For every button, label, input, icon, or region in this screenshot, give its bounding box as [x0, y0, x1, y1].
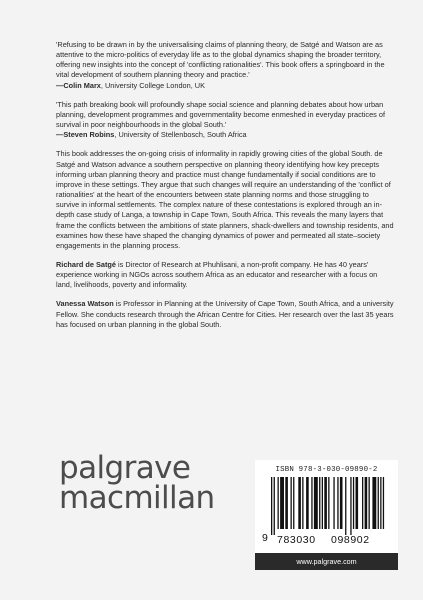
publisher-logo-line2: macmillan	[59, 480, 215, 516]
author-bio-richard	[56, 260, 394, 290]
barcode-digits-group1: 783030	[277, 534, 316, 546]
barcode-bar	[311, 477, 312, 529]
endorsement-affiliation: , University College London, UK	[100, 80, 205, 90]
isbn-label: ISBN 978-3-030-09890-2	[275, 466, 378, 474]
barcode-bar	[350, 477, 351, 535]
barcode-bar	[383, 477, 384, 529]
barcode-bar	[345, 477, 346, 535]
endorsement-quote: 'Refusing to be drawn in by the universalising claims of planning theory, de Satgé and Watson are as attentive to the micro-politics of everyday life as to the global dynamics shaping the broader territory, offering new insights into the concept of 'conflicting rationalities'. This book offers a springboard in the vital development of southern planning theory and practice.'	[56, 40, 385, 80]
author-bio-text: is Director of Research at Phuhlisani, a non-profit company. He has 40 years' experience working in NGOs across southern Africa as an educator and researcher with a focus on land, livelihoods, poverty and informality.	[56, 259, 378, 290]
barcode-bar	[291, 477, 292, 529]
barcode-bar	[324, 477, 327, 529]
barcode-bar	[369, 477, 370, 529]
barcode-digits-group2: 098902	[331, 534, 370, 546]
isbn-barcode	[255, 460, 398, 553]
barcode-bar	[319, 477, 320, 529]
barcode-bar	[353, 477, 354, 529]
barcode-bar	[302, 477, 303, 529]
barcode-bar	[314, 477, 318, 529]
barcode-bar	[372, 477, 376, 529]
author-name: Richard de Satgé	[56, 259, 116, 269]
barcode-bar	[306, 477, 309, 529]
barcode-bar	[337, 477, 338, 529]
author-name: Vanessa Watson	[56, 299, 114, 309]
author-bio-vanessa	[56, 299, 394, 329]
barcode-bar	[274, 477, 275, 535]
publisher-website[interactable]: www.palgrave.com	[255, 553, 398, 570]
barcode-bar	[340, 477, 343, 529]
endorsement-author: —Steven Robins	[56, 130, 115, 140]
barcode-bar	[280, 477, 284, 529]
barcode-bar	[362, 477, 363, 529]
endorsement-author: —Colin Marx	[56, 80, 101, 90]
barcode-bar	[298, 477, 301, 529]
author-bio-text: is Professor in Planning at the University of Cape Town, South Africa, and a university Fellow. She conducts research through the African Centre for Cities. Her research over the last 35 years has focused on urban planning in the global South.	[56, 299, 394, 329]
publisher-logo	[59, 450, 215, 516]
barcode-bar	[293, 477, 294, 529]
endorsement-colin-marx	[56, 40, 394, 91]
endorsement-steven-robins	[56, 100, 394, 141]
barcode-bar	[378, 477, 379, 529]
barcode-bar	[278, 477, 279, 529]
barcode-bars	[267, 477, 387, 535]
barcode-bar	[356, 477, 359, 529]
barcode-digit-first: 9	[262, 532, 269, 544]
publisher-logo-line1: palgrave	[59, 450, 191, 486]
barcode-bar	[333, 477, 334, 529]
barcode-bar	[271, 477, 272, 535]
back-cover-text	[56, 40, 394, 330]
book-description: This book addresses the on-going crisis of informality in rapidly growing cities of the global South. de Satgé and Watson advance a southern perspective on planning theory identifying how key precepts informing urban planning theory and practice must change fundamentally if social conditions are to improve in these settings. They argue that such changes will require an understanding of the 'conflict of rationalities' at the heart of the encounters between state planning norms and those struggling to survive in informal settlements. The complex nature of these contestations is explored through an in-depth case study of Langa, a township in Cape Town, South Africa. This reveals the many layers that frame the conflicts between the ambitions of state planners, shack-dwellers and township residents, and examines how these have shaped the changing dynamics of power and permeated all state–society engagements in the planning process.	[56, 149, 394, 250]
barcode-bar	[322, 477, 323, 529]
barcode-bar	[328, 477, 329, 529]
endorsement-affiliation: , University of Stellenbosch, South Africa	[114, 130, 247, 140]
barcode-bar	[285, 477, 288, 529]
barcode-bar	[365, 477, 368, 529]
endorsement-quote: 'This path breaking book will profoundly shape social science and planning debates about how urban planning, development programmes and governmentality become enmeshed in everyday practices of survival in poor neighbourhoods in the global South.'	[56, 99, 386, 130]
barcode-bar	[380, 477, 381, 529]
